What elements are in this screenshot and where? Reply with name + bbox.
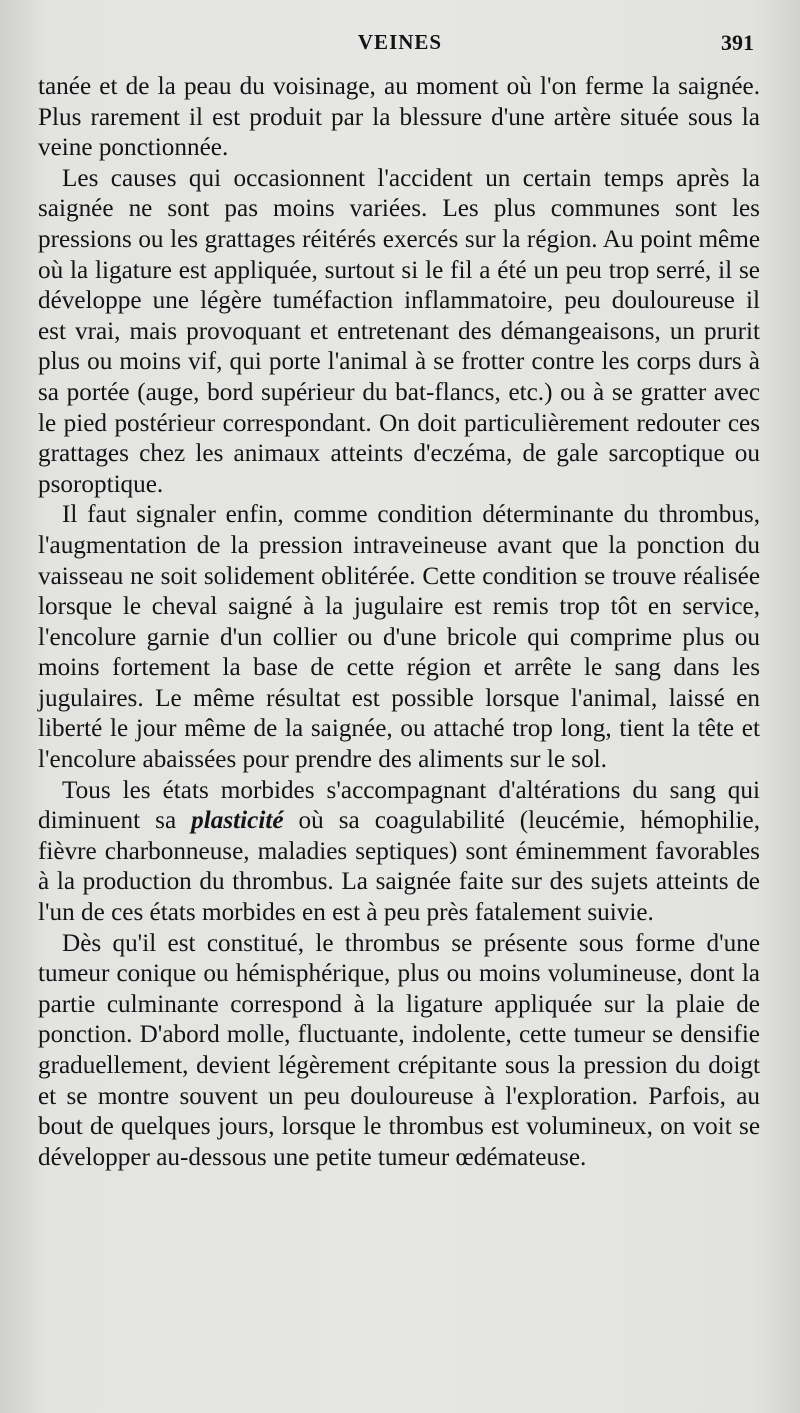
page-number: 391 [721, 30, 754, 55]
paragraph-continued: tanée et de la peau du voisinage, au moment où l'on ferme la saignée. Plus rarement il est produit par la blessure d'une artère située sous la veine ponctionnée. [38, 73, 760, 162]
paragraph-causes: Les causes qui occasionnent l'accident un certain temps après la saignée ne sont pas moins variées. Les plus communes sont les pressions ou les grattages réitérés exercés sur la région. Au point même où la ligature est appliquée, surtout si le fil a été un peu trop serré, il se développe une légère tuméfaction inflammatoire, peu douloureuse il est vrai, mais provoquant et entretenant des démangeaisons, un prurit plus ou moins vif, qui porte l'animal à se frotter contre les corps durs à sa portée (auge, bord supérieur du bat-flancs, etc.) ou à se gratter avec le pied postérieur correspondant. On doit particulièrement redouter ces grattages chez les animaux atteints d'eczéma, de gale sarcoptique ou psoroptique. [38, 164, 760, 498]
paragraph-morbid-states-end: où sa coagulabilité (leucémie, hémophilie, fièvre charbonneuse, maladies septiques) sont éminemment favorables à la production du thrombus. La saignée faite sur des sujets atteints de l'un de ces états morbides en est à peu près fatalement suivie. [38, 807, 761, 927]
running-title: VEINES [357, 30, 443, 54]
body-text [38, 72, 760, 1173]
running-head [0, 30, 800, 62]
paragraph-thrombus-description: Dès qu'il est constitué, le thrombus se présente sous forme d'une tumeur conique ou hémisphérique, plus ou moins volumineuse, dont la partie culminante correspond à la ligature appliquée sur la plaie de ponction. D'abord molle, fluctuante, indolente, cette tumeur se densifie graduellement, devient légèrement crépitante sous la pression du doigt et se montre souvent un peu douloureuse à l'exploration. Parfois, au bout de quelques jours, lorsque le thrombus est volumineux, on voit se développer au-dessous une petite tumeur œdémateuse. [38, 929, 760, 1171]
emphasized-term: plasticité [191, 807, 284, 835]
paragraph-pressure-condition: Il faut signaler enfin, comme condition déterminante du thrombus, l'augmentation de la pression intraveineuse avant que la ponction du vaisseau ne soit solidement oblitérée. Cette condition se trouve réalisée lorsque le cheval saigné à la jugulaire est remis trop tôt en service, l'encolure garnie d'un collier ou d'une bricole qui comprime plus ou moins fortement la base de cette région et arrête le sang dans les jugulaires. Le même résultat est possible lorsque l'animal, laissé en liberté le jour même de la saignée, ou attaché trop long, tient la tête et l'encolure abaissées pour prendre des aliments sur le sol. [38, 501, 760, 774]
paragraph-morbid-states [38, 776, 760, 929]
paragraph-morbid-states-start: Tous les états morbides s'accompagnant d'altérations du sang qui diminuent sa [38, 776, 760, 835]
